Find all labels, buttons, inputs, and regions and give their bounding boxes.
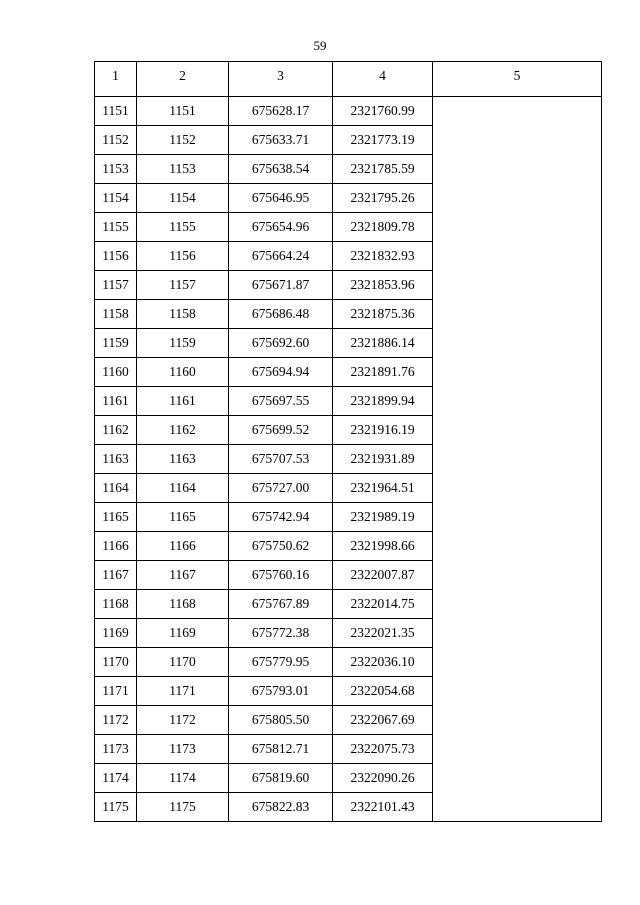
- y-coordinate-cell: 2321773.19: [333, 126, 433, 155]
- point-id-cell: 1167: [137, 561, 229, 590]
- x-coordinate-cell: 675750.62: [229, 532, 333, 561]
- point-number-cell: 1169: [95, 619, 137, 648]
- x-coordinate-cell: 675707.53: [229, 445, 333, 474]
- x-coordinate-cell: 675654.96: [229, 213, 333, 242]
- y-coordinate-cell: 2321875.36: [333, 300, 433, 329]
- point-number-cell: 1163: [95, 445, 137, 474]
- y-coordinate-cell: 2321964.51: [333, 474, 433, 503]
- column-header-1: 1: [95, 62, 137, 97]
- point-id-cell: 1153: [137, 155, 229, 184]
- x-coordinate-cell: 675694.94: [229, 358, 333, 387]
- y-coordinate-cell: 2322014.75: [333, 590, 433, 619]
- y-coordinate-cell: 2322075.73: [333, 735, 433, 764]
- point-id-cell: 1166: [137, 532, 229, 561]
- point-id-cell: 1173: [137, 735, 229, 764]
- point-id-cell: 1175: [137, 793, 229, 822]
- x-coordinate-cell: 675699.52: [229, 416, 333, 445]
- x-coordinate-cell: 675779.95: [229, 648, 333, 677]
- column-header-4: 4: [333, 62, 433, 97]
- y-coordinate-cell: 2322036.10: [333, 648, 433, 677]
- x-coordinate-cell: 675633.71: [229, 126, 333, 155]
- point-number-cell: 1166: [95, 532, 137, 561]
- point-id-cell: 1165: [137, 503, 229, 532]
- point-id-cell: 1154: [137, 184, 229, 213]
- x-coordinate-cell: 675805.50: [229, 706, 333, 735]
- table-body: [95, 97, 602, 822]
- point-id-cell: 1158: [137, 300, 229, 329]
- point-number-cell: 1152: [95, 126, 137, 155]
- point-id-cell: 1171: [137, 677, 229, 706]
- point-id-cell: 1156: [137, 242, 229, 271]
- x-coordinate-cell: 675686.48: [229, 300, 333, 329]
- point-number-cell: 1154: [95, 184, 137, 213]
- point-id-cell: 1162: [137, 416, 229, 445]
- point-number-cell: 1175: [95, 793, 137, 822]
- y-coordinate-cell: 2322090.26: [333, 764, 433, 793]
- x-coordinate-cell: 675646.95: [229, 184, 333, 213]
- column-header-3: 3: [229, 62, 333, 97]
- point-number-cell: 1161: [95, 387, 137, 416]
- point-id-cell: 1172: [137, 706, 229, 735]
- point-number-cell: 1173: [95, 735, 137, 764]
- point-id-cell: 1170: [137, 648, 229, 677]
- point-number-cell: 1172: [95, 706, 137, 735]
- y-coordinate-cell: 2322007.87: [333, 561, 433, 590]
- x-coordinate-cell: 675760.16: [229, 561, 333, 590]
- table-header-row: [95, 62, 602, 97]
- point-id-cell: 1164: [137, 474, 229, 503]
- column-header-2: 2: [137, 62, 229, 97]
- x-coordinate-cell: 675819.60: [229, 764, 333, 793]
- table-row: [95, 97, 602, 126]
- point-id-cell: 1159: [137, 329, 229, 358]
- x-coordinate-cell: 675671.87: [229, 271, 333, 300]
- point-number-cell: 1162: [95, 416, 137, 445]
- point-id-cell: 1155: [137, 213, 229, 242]
- coordinates-table: [94, 61, 602, 822]
- y-coordinate-cell: 2321795.26: [333, 184, 433, 213]
- x-coordinate-cell: 675742.94: [229, 503, 333, 532]
- point-id-cell: 1157: [137, 271, 229, 300]
- y-coordinate-cell: 2322054.68: [333, 677, 433, 706]
- y-coordinate-cell: 2321785.59: [333, 155, 433, 184]
- point-number-cell: 1165: [95, 503, 137, 532]
- point-number-cell: 1158: [95, 300, 137, 329]
- y-coordinate-cell: 2322021.35: [333, 619, 433, 648]
- point-id-cell: 1151: [137, 97, 229, 126]
- point-id-cell: 1169: [137, 619, 229, 648]
- point-number-cell: 1171: [95, 677, 137, 706]
- y-coordinate-cell: 2322067.69: [333, 706, 433, 735]
- column-header-5: 5: [433, 62, 602, 97]
- y-coordinate-cell: 2322101.43: [333, 793, 433, 822]
- point-number-cell: 1157: [95, 271, 137, 300]
- x-coordinate-cell: 675727.00: [229, 474, 333, 503]
- y-coordinate-cell: 2321853.96: [333, 271, 433, 300]
- point-number-cell: 1167: [95, 561, 137, 590]
- point-number-cell: 1170: [95, 648, 137, 677]
- page-number: 59: [313, 38, 327, 53]
- x-coordinate-cell: 675697.55: [229, 387, 333, 416]
- point-number-cell: 1164: [95, 474, 137, 503]
- x-coordinate-cell: 675822.83: [229, 793, 333, 822]
- x-coordinate-cell: 675664.24: [229, 242, 333, 271]
- point-id-cell: 1152: [137, 126, 229, 155]
- point-number-cell: 1155: [95, 213, 137, 242]
- y-coordinate-cell: 2321760.99: [333, 97, 433, 126]
- x-coordinate-cell: 675812.71: [229, 735, 333, 764]
- y-coordinate-cell: 2321989.19: [333, 503, 433, 532]
- point-id-cell: 1163: [137, 445, 229, 474]
- y-coordinate-cell: 2321916.19: [333, 416, 433, 445]
- x-coordinate-cell: 675628.17: [229, 97, 333, 126]
- point-number-cell: 1153: [95, 155, 137, 184]
- y-coordinate-cell: 2321931.89: [333, 445, 433, 474]
- y-coordinate-cell: 2321891.76: [333, 358, 433, 387]
- note-cell: [433, 97, 602, 822]
- point-id-cell: 1160: [137, 358, 229, 387]
- point-number-cell: 1156: [95, 242, 137, 271]
- y-coordinate-cell: 2321886.14: [333, 329, 433, 358]
- x-coordinate-cell: 675767.89: [229, 590, 333, 619]
- y-coordinate-cell: 2321809.78: [333, 213, 433, 242]
- y-coordinate-cell: 2321832.93: [333, 242, 433, 271]
- x-coordinate-cell: 675793.01: [229, 677, 333, 706]
- y-coordinate-cell: 2321998.66: [333, 532, 433, 561]
- point-id-cell: 1174: [137, 764, 229, 793]
- point-number-cell: 1151: [95, 97, 137, 126]
- x-coordinate-cell: 675638.54: [229, 155, 333, 184]
- point-number-cell: 1159: [95, 329, 137, 358]
- point-number-cell: 1160: [95, 358, 137, 387]
- point-number-cell: 1168: [95, 590, 137, 619]
- x-coordinate-cell: 675692.60: [229, 329, 333, 358]
- point-number-cell: 1174: [95, 764, 137, 793]
- point-id-cell: 1168: [137, 590, 229, 619]
- y-coordinate-cell: 2321899.94: [333, 387, 433, 416]
- point-id-cell: 1161: [137, 387, 229, 416]
- x-coordinate-cell: 675772.38: [229, 619, 333, 648]
